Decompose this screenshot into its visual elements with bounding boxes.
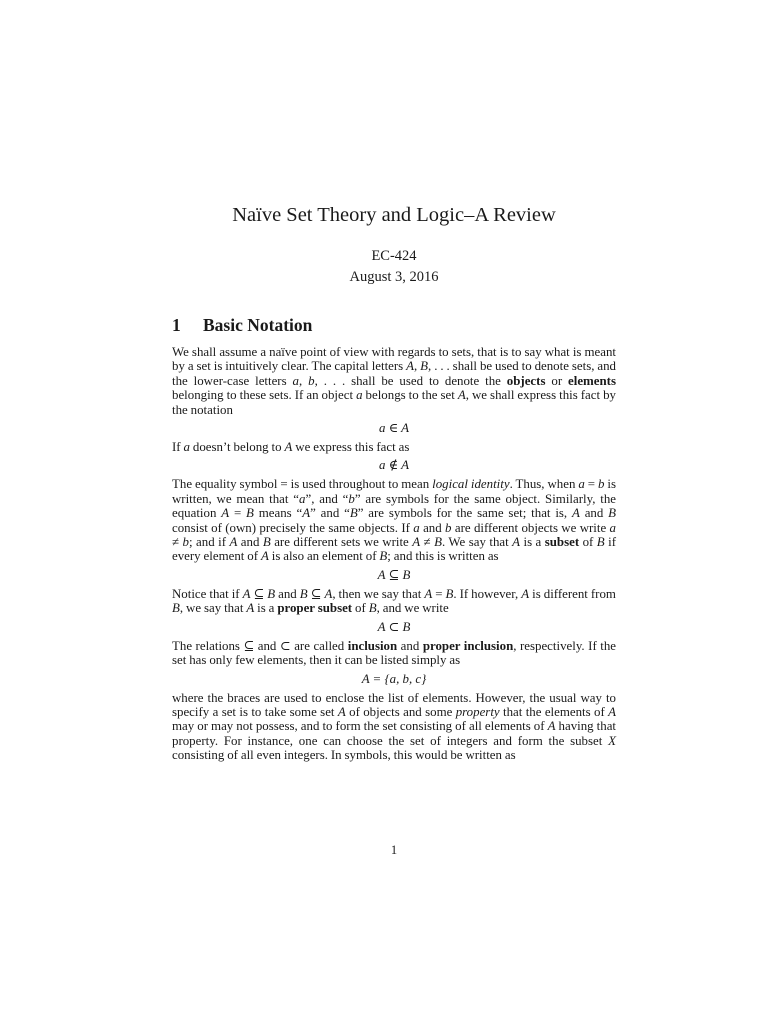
document-date: August 3, 2016: [349, 269, 439, 285]
equation-non-membership: a ∉ A: [378, 458, 410, 473]
section-number: 1: [172, 315, 181, 335]
equation-proper-subset: A ⊂ B: [377, 619, 411, 634]
paragraph-equality: The equality symbol = is used throughout to mean logical identity. Thus, when a = b is written, we mean that “a”, and “b” are symbols for the same object. Similarly, the equation A = B means “A” and “B” are symbols for the same set; that is, A and B consist of (own) precisely the same objects. If a and b are different objects we write a ≠ b; and if A and B are different sets we write A ≠ B. We say that A is a subset of B if every element of A is also an element of B; and this is written as: [172, 477, 617, 564]
equation-listing: A = {a, b, c}: [361, 671, 427, 686]
page-number: 1: [390, 843, 398, 857]
paragraph-proper-subset: Notice that if A ⊆ B and B ⊆ A, then we say that A = B. If however, A is different from B, we say that A is a proper subset of B, and we write: [172, 586, 616, 616]
document-page: [172, 0, 616, 1024]
paragraph-property: where the braces are used to enclose the list of elements. However, the usual way to specify a set is to take some set A of objects and some property that the elements of A may or may not possess, and to form the set consisting of all elements of A having that property. For instance, one can choose the set of integers and form the subset X consisting of all even integers. In symbols, this would be written as: [172, 690, 616, 763]
paragraph-nonmember: If a doesn’t belong to A we express this fact as: [172, 440, 410, 455]
document-course: EC-424: [371, 248, 417, 264]
document-title: Naïve Set Theory and Logic–A Review: [232, 204, 556, 226]
paragraph-intro: We shall assume a naïve point of view with regards to sets, that is to say what is meant by a set is intuitively clear. The capital letters A, B, . . . shall be used to denote sets, and the lower-case letters a, b, . . . shall be used to denote the objects or elements belonging to these sets. If an object a belongs to the set A, we shall express this fact by the notation: [172, 345, 617, 417]
section-heading: [172, 314, 312, 336]
equation-membership: a ∈ A: [378, 421, 410, 436]
equation-subset: A ⊆ B: [377, 567, 411, 582]
section-title: Basic Notation: [203, 315, 313, 335]
section-body: [172, 345, 616, 763]
paragraph-inclusion: The relations ⊆ and ⊂ are called inclusion and proper inclusion, respectively. If the set has only few elements, then it can be listed simply as: [172, 638, 616, 668]
